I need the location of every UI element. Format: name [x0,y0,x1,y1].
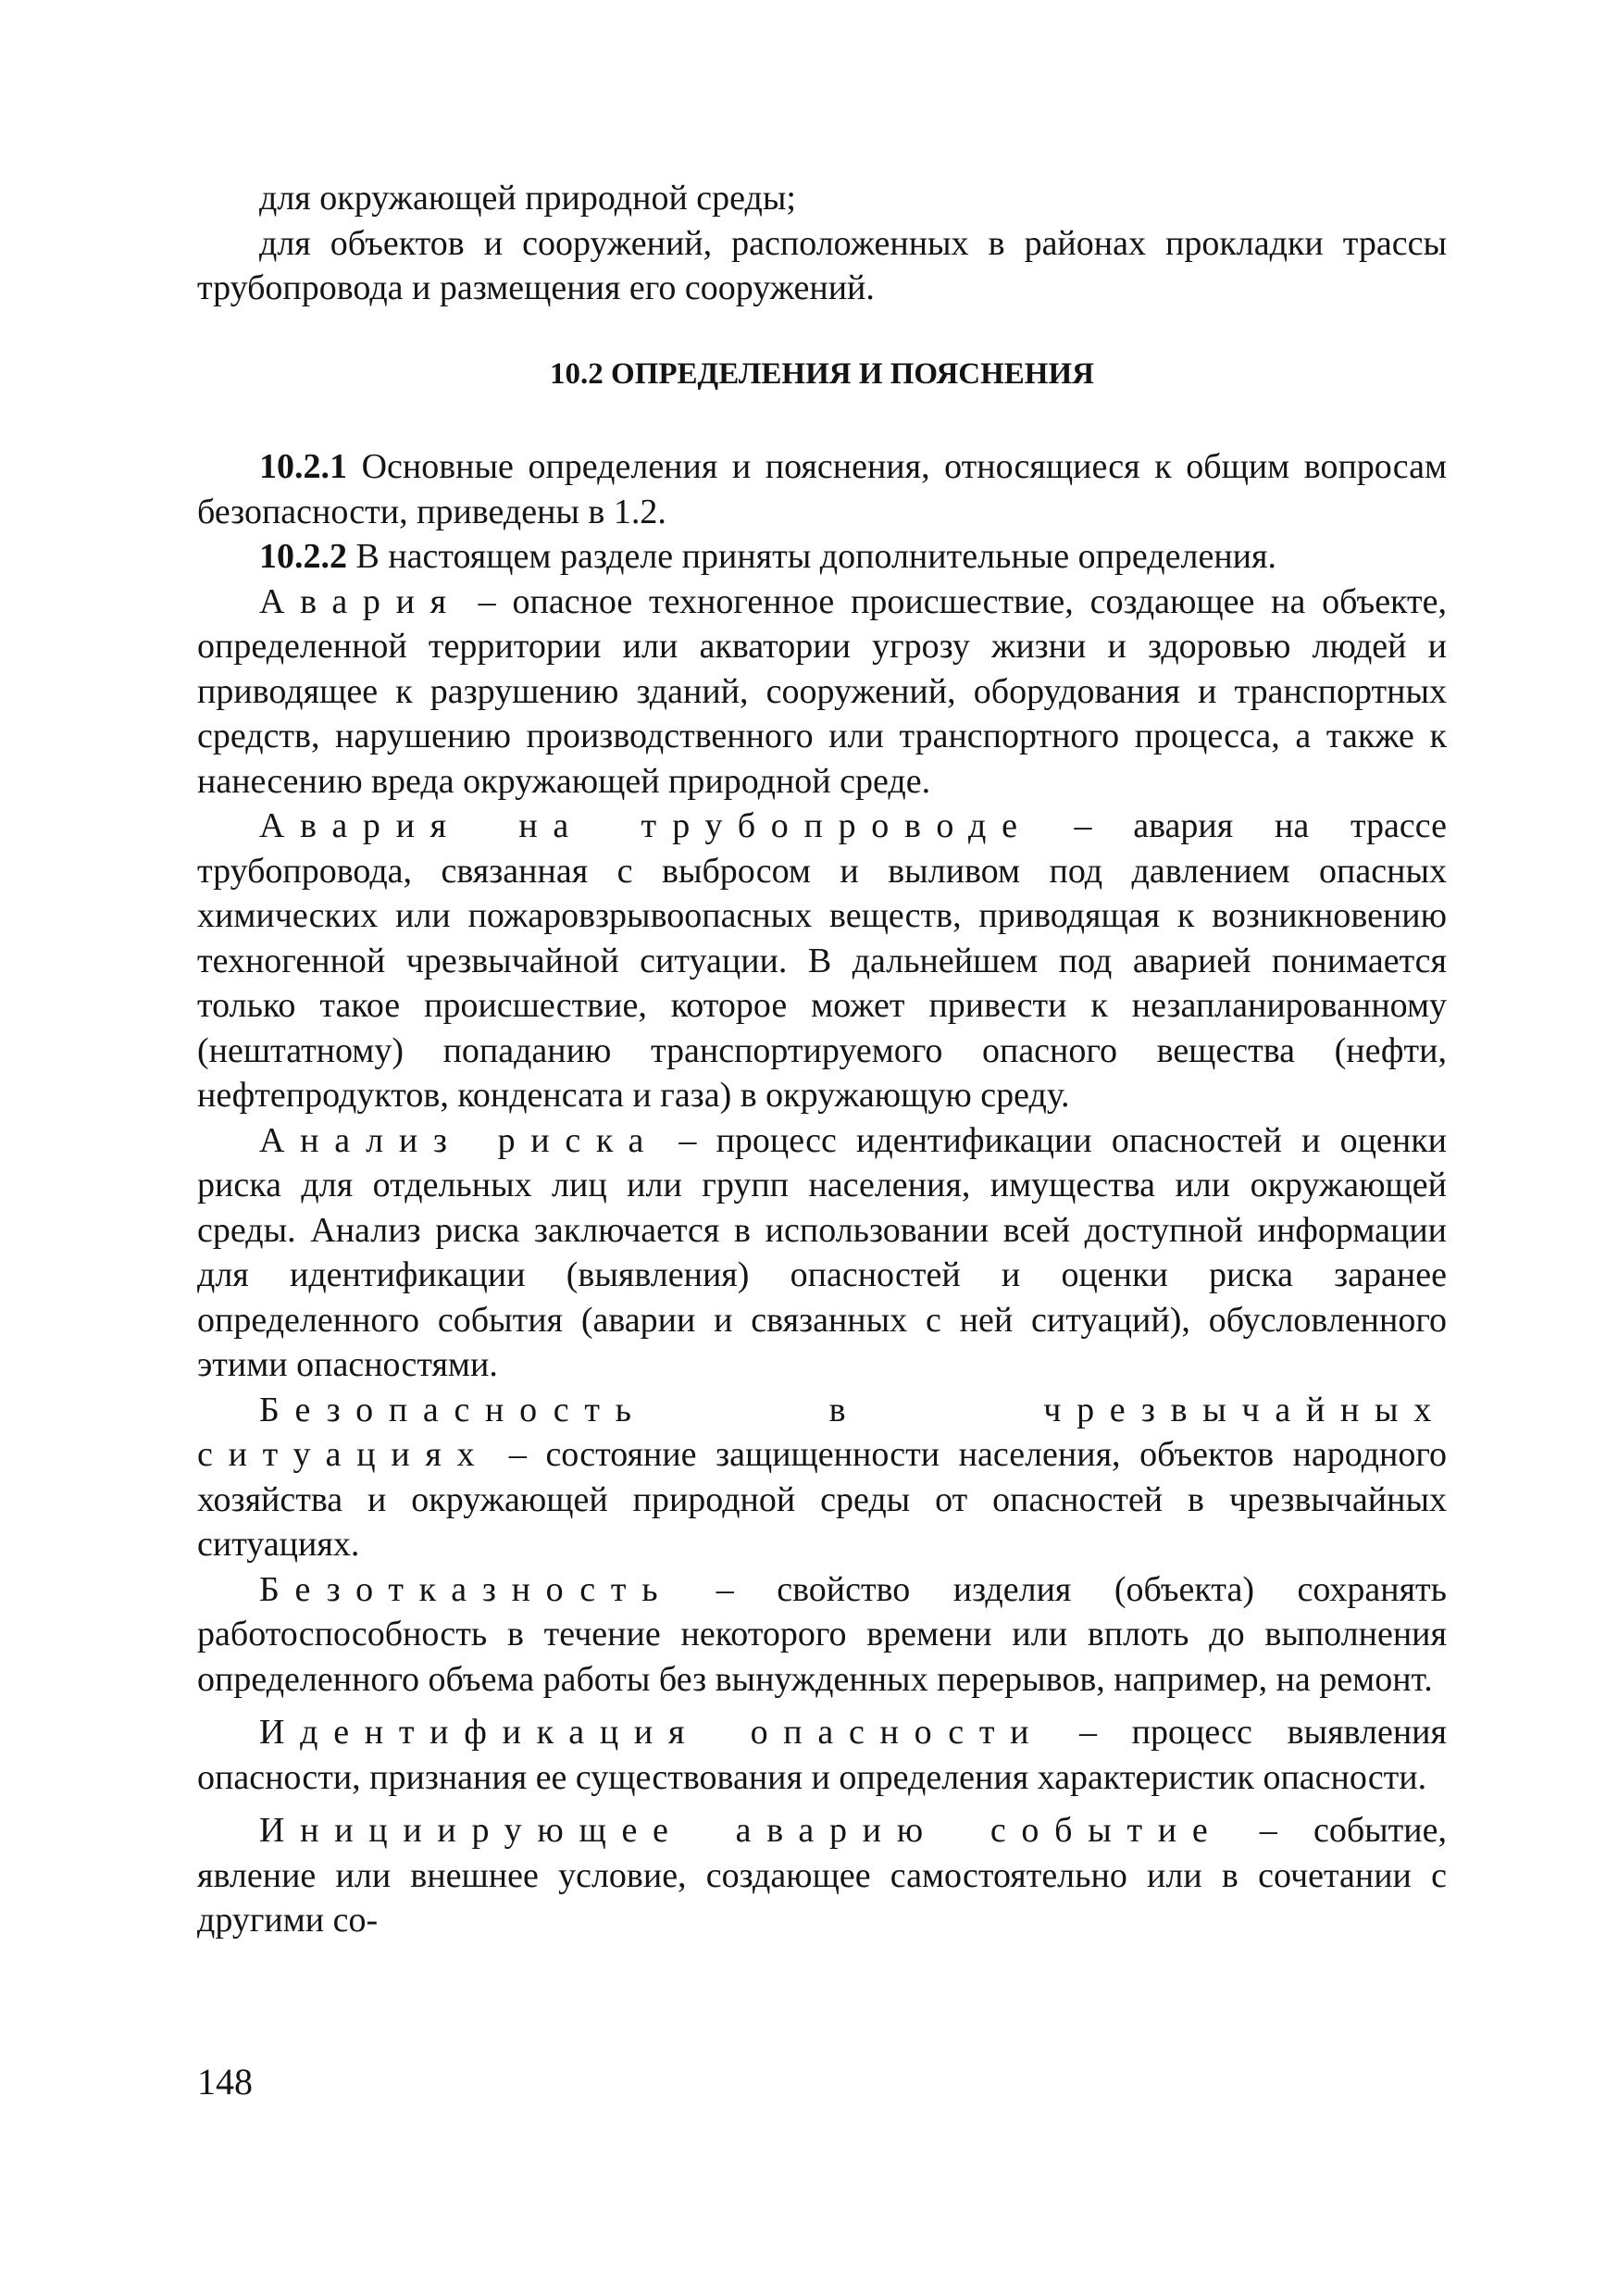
definition-text: – опасное техногенное происшествие, создающее на объекте, определенной территории или акватории угрозу жизни и здоровью людей и приводящее к разрушению зданий, сооружений, оборудования и транспортных средств, нарушению производственного или транспортного процесса, а также к нанесению вреда окружающей природной среде. [197,581,1447,801]
definition-term: Безотказность [259,1569,674,1609]
definition-risk-analysis [197,1118,1447,1388]
definition-text: – процесс выявления опасности, признания ее существования и определения характеристик опасности. [197,1713,1447,1797]
definition-term: Авария на трубопроводе [259,806,1033,845]
clause-10-2-2 [197,534,1447,580]
paragraph-environment: для окружающей природной среды; [259,179,796,218]
definition-text: – авария на трассе трубопровода, связанная с выбросом и выливом под давлением опасных химических или пожаровзрывоопасных веществ, приводящая к возникновению техногенной чрезвычайной ситуации. В дальнейшем под аварией понимается только такое происшествие, которое может привести к незапланированному (нештатному) попаданию транспортируемого опасного вещества (нефти, нефтепродуктов, конденсата и газа) в окружающую среду. [197,806,1447,1115]
definition-pipeline-accident [197,804,1447,1118]
page-number: 148 [197,2061,253,2103]
definition-text: – свойство изделия (объекта) сохранять работоспособность в течение некоторого времени или вплоть до выполнения определенного объема работы без вынужденных перерывов, например, на ремонт. [197,1569,1447,1699]
definition-term: Идентификация опасности [259,1713,1045,1752]
clause-number: 10.2.2 [259,537,347,576]
definition-hazard-identification [197,1710,1447,1800]
clause-text: Основные определения и пояснения, относящиеся к общим вопросам безопасности, приведены в 1.2. [197,447,1447,531]
definition-text: – состояние защищенности населения, объектов народного хозяйства и окружающей природной среды от опасностей в чрезвычайных ситуациях. [197,1435,1447,1564]
page-body [197,176,1447,1943]
definition-term: Безопасность в чрезвычайных ситуациях [197,1390,1447,1474]
definition-text: – процесс идентификации опасностей и оценки риска для отдельных лиц или групп населения, имущества или окружающей среды. Анализ риска заключается в использовании всей доступной информации для идентификации (выявления) опасностей и оценки риска заранее определенного события (аварии и связанных с ней ситуаций), обусловленного этими опасностями. [197,1120,1447,1384]
definition-text: – событие, явление или внешнее условие, создающее самостоятельно или в сочетании с другими со- [197,1811,1447,1940]
definition-initiating-event [197,1808,1447,1943]
clause-number: 10.2.1 [259,447,347,486]
definition-term: Инициирующее аварию событие [259,1811,1224,1850]
definition-reliability [197,1567,1447,1703]
clause-text: В настоящем разделе приняты дополнительные определения. [347,537,1276,576]
paragraph-objects: для объектов и сооружений, расположенных в районах прокладки трассы трубопровода и размещения его сооружений. [197,223,1447,307]
section-heading: 10.2 ОПРЕДЕЛЕНИЯ И ПОЯСНЕНИЯ [550,356,1094,391]
clause-10-2-1 [197,444,1447,534]
definition-emergency-safety [197,1388,1447,1567]
definition-term: Авария [259,581,462,621]
definition-accident [197,580,1447,805]
definition-term: Анализ риска [259,1120,660,1160]
